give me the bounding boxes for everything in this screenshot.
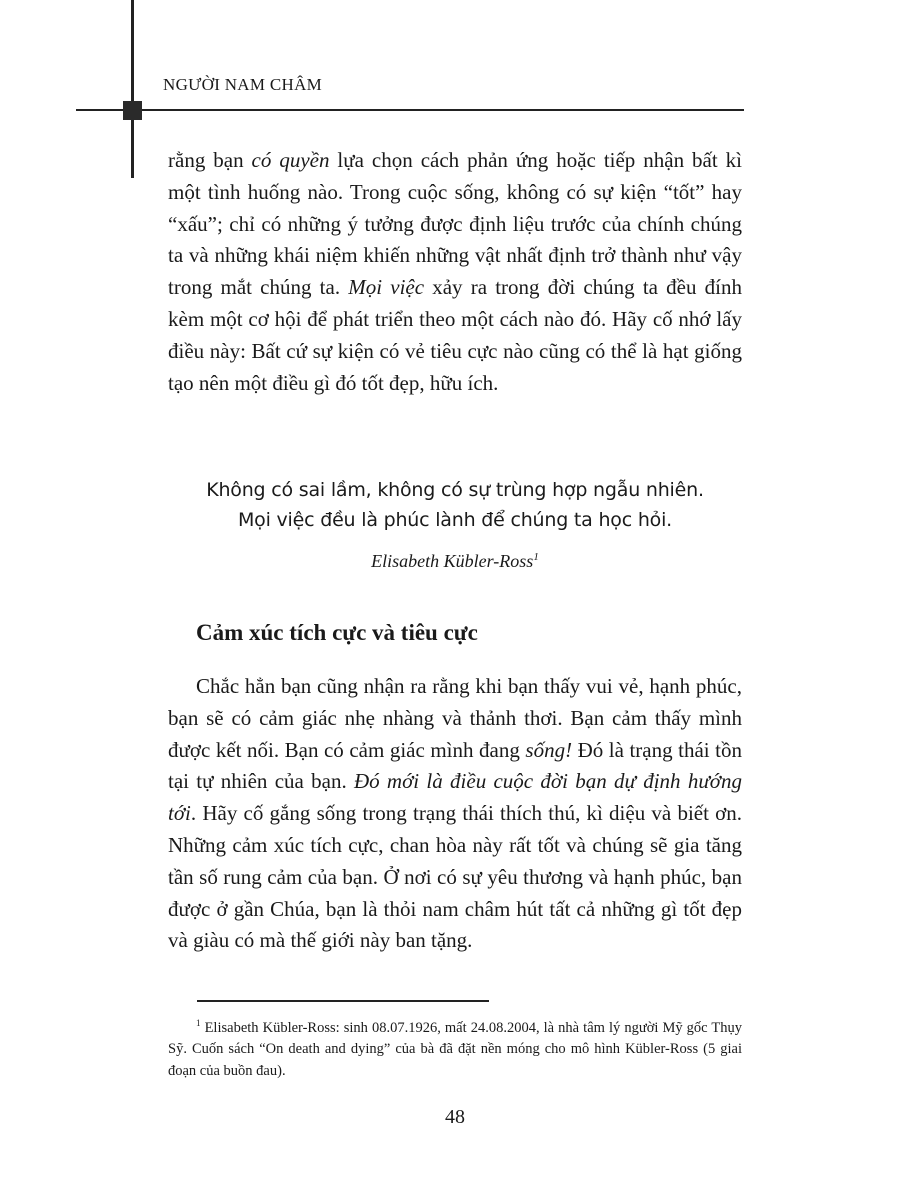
quote-attribution	[160, 551, 750, 572]
quote-line-1: Không có sai lầm, không có sự trùng hợp ngẫu nhiên.	[206, 479, 704, 501]
footnote-reference: 1	[533, 551, 539, 563]
paragraph-2	[168, 671, 742, 957]
paragraph-2-emphasis-a: sống!	[525, 737, 573, 762]
section-heading: Cảm xúc tích cực và tiêu cực	[196, 620, 478, 645]
paragraph-1-text-b: lựa chọn cách phản ứng hoặc tiếp nhận bất kì một tình huống nào. Trong cuộc sống, không có sự kiện “tốt” hay “xấu”; chỉ có những ý tưởng được định liệu trước của chính chúng ta và những khái niệm khiến những vật nhất định trở thành như vậy trong mắt chúng ta.	[168, 148, 742, 300]
paragraph-1-text-c: xảy ra trong đời chúng ta đều đính kèm một cơ hội để phát triển theo một cách nào đó. Hãy cố nhớ lấy điều này: Bất cứ sự kiện có vẻ tiêu cực nào cũng có thể là hạt giống tạo nên một điều gì đó tốt đẹp, hữu ích.	[168, 275, 742, 395]
paragraph-2-emphasis-b: Đó mới là điều cuộc đời bạn dự định hướng tới	[168, 769, 743, 826]
paragraph-1-text-a: rằng bạn	[168, 148, 252, 172]
footnote-rule	[197, 1000, 489, 1002]
crop-mark-square	[123, 101, 142, 120]
paragraph-1	[168, 145, 742, 399]
quote-line-2: Mọi việc đều là phúc lành để chúng ta học hỏi.	[237, 509, 673, 531]
footnote-text: Elisabeth Kübler-Ross: sinh 08.07.1926, mất 24.08.2004, là nhà tâm lý người Mỹ gốc Thụy Sỹ. Cuốn sách “On death and dying” của bà đã đặt nền móng cho mô hình Kübler-Ross (5 giai đoạn của buồn đau).	[168, 1019, 743, 1079]
paragraph-1-emphasis-a: có quyền	[251, 148, 330, 172]
quote-author: Elisabeth Kübler-Ross	[371, 551, 534, 571]
paragraph-2-text-a: Chắc hẳn bạn cũng nhận ra rằng khi bạn thấy vui vẻ, hạnh phúc, bạn sẽ có cảm giác nhẹ nhàng và thảnh thơi. Bạn cảm thấy mình được kết nối. Bạn có cảm giác mình đang	[168, 674, 742, 762]
paragraph-2-text-b: Đó là trạng thái tồn tại tự nhiên của bạn.	[168, 737, 742, 794]
crop-mark-vertical	[131, 0, 134, 178]
paragraph-1-emphasis-b: Mọi việc	[348, 275, 425, 300]
header-rule	[76, 109, 744, 111]
paragraph-2-text-c: . Hãy cố gắng sống trong trạng thái thích thú, kì diệu và biết ơn. Những cảm xúc tích cực, chan hòa này rất tốt và chúng sẽ gia tăng tần số rung cảm của bạn. Ở nơi có sự yêu thương và hạnh phúc, bạn được ở gần Chúa, bạn là thỏi nam châm hút tất cả những gì tốt đẹp và giàu có mà thế giới này ban tặng.	[168, 801, 742, 953]
running-header: NGƯỜI NAM CHÂM	[163, 75, 323, 94]
page-number: 48	[445, 1106, 465, 1128]
epigraph-quote	[160, 475, 750, 535]
footnote	[168, 1013, 742, 1082]
footnote-marker: 1	[196, 1018, 201, 1028]
